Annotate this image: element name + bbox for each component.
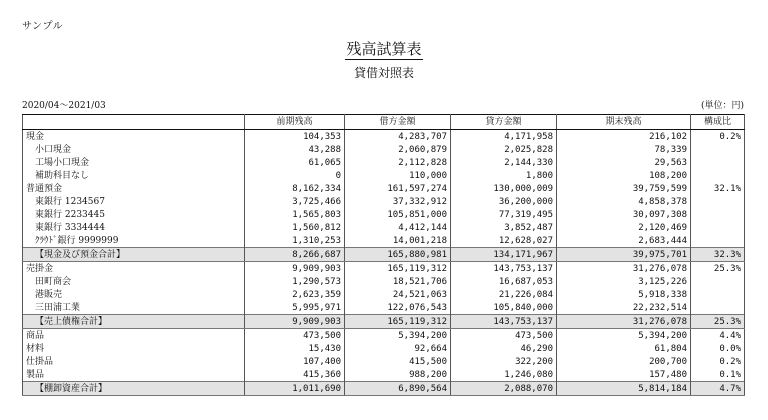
prev-balance-cell: 43,288 [245,143,345,156]
prev-balance-cell: 415,360 [245,368,345,382]
account-name-cell: 仕掛品 [23,355,245,368]
credit-amount-cell: 1,246,080 [451,368,557,382]
col-header-credit: 貸方金額 [451,115,557,130]
debit-amount-cell: 988,200 [345,368,451,382]
composition-ratio-cell: 4.7% [691,382,745,396]
account-name-cell: 普通預金 [23,182,245,195]
end-balance-cell: 39,759,599 [557,182,691,195]
subtotal-row [23,382,745,396]
table-row [23,329,745,343]
prev-balance-cell: 15,430 [245,342,345,355]
account-name-cell: 田町商会 [23,275,245,288]
table-row [23,301,745,315]
end-balance-cell: 78,339 [557,143,691,156]
debit-amount-cell: 18,521,706 [345,275,451,288]
composition-ratio-cell [691,156,745,169]
composition-ratio-cell [691,169,745,182]
debit-amount-cell: 122,076,543 [345,301,451,315]
account-name-cell: 補助科目なし [23,169,245,182]
account-name-cell: 三田浦工業 [23,301,245,315]
table-row [23,288,745,301]
table-row [23,156,745,169]
composition-ratio-cell: 0.2% [691,355,745,368]
prev-balance-cell: 9,909,903 [245,262,345,276]
col-header-ratio: 構成比 [691,115,745,130]
composition-ratio-cell: 25.3% [691,262,745,276]
debit-amount-cell: 165,880,981 [345,248,451,262]
table-row [23,130,745,144]
composition-ratio-cell: 25.3% [691,315,745,329]
prev-balance-cell: 1,290,573 [245,275,345,288]
prev-balance-cell: 1,565,803 [245,208,345,221]
debit-amount-cell: 2,060,879 [345,143,451,156]
col-header-account [23,115,245,130]
table-row [23,182,745,195]
composition-ratio-cell [691,275,745,288]
credit-amount-cell: 36,200,000 [451,195,557,208]
prev-balance-cell: 473,500 [245,329,345,343]
prev-balance-cell: 8,266,687 [245,248,345,262]
debit-amount-cell: 37,332,912 [345,195,451,208]
debit-amount-cell: 14,001,218 [345,234,451,248]
credit-amount-cell: 2,144,330 [451,156,557,169]
end-balance-cell: 5,814,184 [557,382,691,396]
col-header-debit: 借方金額 [345,115,451,130]
prev-balance-cell: 1,310,253 [245,234,345,248]
table-row [23,275,745,288]
account-name-cell: 東銀行 1234567 [23,195,245,208]
end-balance-cell: 29,563 [557,156,691,169]
prev-balance-cell: 107,400 [245,355,345,368]
table-row [23,208,745,221]
table-row [23,195,745,208]
end-balance-cell: 31,276,078 [557,315,691,329]
credit-amount-cell: 105,840,000 [451,301,557,315]
composition-ratio-cell [691,221,745,234]
account-name-cell: 東銀行 2233445 [23,208,245,221]
table-row [23,169,745,182]
prev-balance-cell: 5,995,971 [245,301,345,315]
account-name-cell: 売掛金 [23,262,245,276]
debit-amount-cell: 4,283,707 [345,130,451,144]
subtotal-row [23,315,745,329]
end-balance-cell: 30,097,308 [557,208,691,221]
debit-amount-cell: 24,521,063 [345,288,451,301]
prev-balance-cell: 8,162,334 [245,182,345,195]
prev-balance-cell: 1,560,812 [245,221,345,234]
currency-unit: (単位：円) [700,101,744,111]
report-title [0,38,768,59]
prev-balance-cell: 104,353 [245,130,345,144]
composition-ratio-cell: 4.4% [691,329,745,343]
debit-amount-cell: 6,890,564 [345,382,451,396]
debit-amount-cell: 105,851,000 [345,208,451,221]
credit-amount-cell: 2,025,828 [451,143,557,156]
end-balance-cell: 216,102 [557,130,691,144]
credit-amount-cell: 16,687,053 [451,275,557,288]
prev-balance-cell: 3,725,466 [245,195,345,208]
end-balance-cell: 5,918,338 [557,288,691,301]
credit-amount-cell: 77,319,495 [451,208,557,221]
table-row [23,143,745,156]
account-name-cell: 【棚卸資産合計】 [23,382,245,396]
end-balance-cell: 5,394,200 [557,329,691,343]
prev-balance-cell: 1,011,690 [245,382,345,396]
table-row [23,368,745,382]
account-name-cell: 工場小口現金 [23,156,245,169]
account-name-cell: 【現金及び預金合計】 [23,248,245,262]
table-header-row [23,115,745,130]
credit-amount-cell: 134,171,967 [451,248,557,262]
debit-amount-cell: 4,412,144 [345,221,451,234]
credit-amount-cell: 130,000,009 [451,182,557,195]
debit-amount-cell: 110,000 [345,169,451,182]
credit-amount-cell: 21,226,084 [451,288,557,301]
account-name-cell: 製品 [23,368,245,382]
credit-amount-cell: 143,753,137 [451,262,557,276]
composition-ratio-cell [691,301,745,315]
end-balance-cell: 2,683,444 [557,234,691,248]
debit-amount-cell: 161,597,274 [345,182,451,195]
end-balance-cell: 200,700 [557,355,691,368]
composition-ratio-cell: 32.3% [691,248,745,262]
debit-amount-cell: 5,394,200 [345,329,451,343]
end-balance-cell: 157,480 [557,368,691,382]
credit-amount-cell: 2,088,070 [451,382,557,396]
end-balance-cell: 61,804 [557,342,691,355]
report-title-text: 残高試算表 [346,40,422,58]
credit-amount-cell: 143,753,137 [451,315,557,329]
credit-amount-cell: 1,800 [451,169,557,182]
composition-ratio-cell [691,208,745,221]
composition-ratio-cell [691,288,745,301]
account-name-cell: 小口現金 [23,143,245,156]
account-name-cell: 東銀行 3334444 [23,221,245,234]
table-row [23,342,745,355]
end-balance-cell: 4,858,378 [557,195,691,208]
composition-ratio-cell: 0.1% [691,368,745,382]
debit-amount-cell: 2,112,828 [345,156,451,169]
subtotal-row [23,248,745,262]
composition-ratio-cell [691,195,745,208]
table-row [23,355,745,368]
table-row [23,221,745,234]
debit-amount-cell: 165,119,312 [345,315,451,329]
table-body [23,130,745,396]
end-balance-cell: 3,125,226 [557,275,691,288]
credit-amount-cell: 3,852,487 [451,221,557,234]
credit-amount-cell: 46,290 [451,342,557,355]
account-name-cell: ｸﾗｳﾄﾞ銀行 9999999 [23,234,245,248]
debit-amount-cell: 165,119,312 [345,262,451,276]
account-name-cell: 現金 [23,130,245,144]
debit-amount-cell: 92,664 [345,342,451,355]
col-header-prev-balance: 前期残高 [245,115,345,130]
col-header-end-balance: 期末残高 [557,115,691,130]
credit-amount-cell: 12,628,027 [451,234,557,248]
composition-ratio-cell [691,234,745,248]
table-row [23,234,745,248]
composition-ratio-cell: 32.1% [691,182,745,195]
company-name: サンプル [22,21,64,32]
credit-amount-cell: 322,200 [451,355,557,368]
end-balance-cell: 108,200 [557,169,691,182]
end-balance-cell: 22,232,514 [557,301,691,315]
account-name-cell: 材料 [23,342,245,355]
credit-amount-cell: 473,500 [451,329,557,343]
report-subtitle: 貸借対照表 [353,66,414,80]
prev-balance-cell: 9,909,903 [245,315,345,329]
composition-ratio-cell [691,143,745,156]
prev-balance-cell: 61,065 [245,156,345,169]
end-balance-cell: 2,120,469 [557,221,691,234]
debit-amount-cell: 415,500 [345,355,451,368]
composition-ratio-cell: 0.2% [691,130,745,144]
table-row [23,262,745,276]
credit-amount-cell: 4,171,958 [451,130,557,144]
composition-ratio-cell: 0.0% [691,342,745,355]
report-period: 2020/04～2021/03 [22,101,106,111]
prev-balance-cell: 2,623,359 [245,288,345,301]
prev-balance-cell: 0 [245,169,345,182]
account-name-cell: 【売上債権合計】 [23,315,245,329]
account-name-cell: 商品 [23,329,245,343]
trial-balance-table [22,114,745,396]
end-balance-cell: 39,975,701 [557,248,691,262]
account-name-cell: 港販売 [23,288,245,301]
end-balance-cell: 31,276,078 [557,262,691,276]
